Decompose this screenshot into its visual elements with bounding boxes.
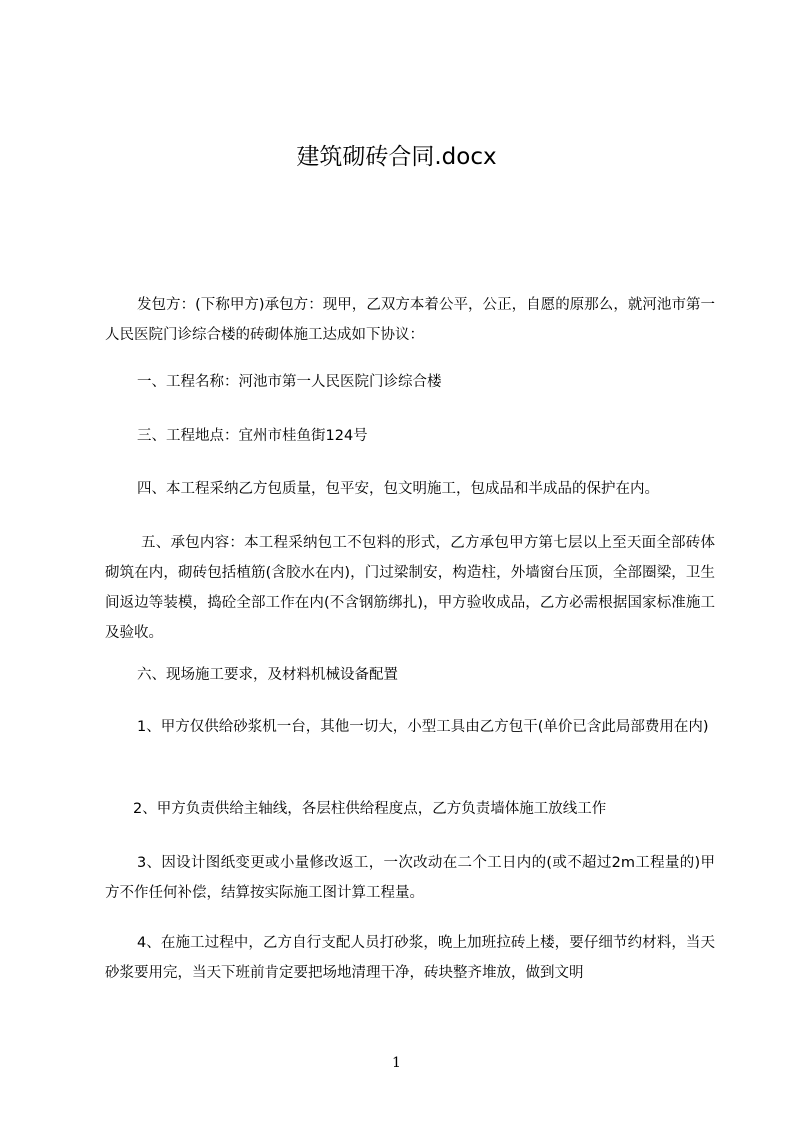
paragraph-contract-scope: 五、承包内容：本工程采纳包工不包料的形式，乙方承包甲方第七层以上至天面全部砖体砌筑在内，砌砖包括植筋(含胶水在内)，门过梁制安，构造柱，外墙窗台压顶，全部圈梁，卫生间返边等装模，捣砼全部工作在内(不含钢筋绑扎)，甲方验收成品，乙方必需根据国家标准施工及验收。 bbox=[105, 535, 715, 641]
paragraph-item-4: 4、在施工过程中，乙方自行支配人员打砂浆，晚上加班拉砖上楼，要仔细节约材料，当天砂浆要用完，当天下班前肯定要把场地清理干净，砖块整齐堆放，做到文明 bbox=[105, 935, 715, 981]
paragraph-parties: 发包方：(下称甲方)承包方：现甲，乙双方本着公平，公正，自愿的原那么，就河池市第一人民医院门诊综合楼的砖砌体施工达成如下协议： bbox=[105, 297, 715, 343]
document-title: 建筑砌砖合同.docx bbox=[296, 144, 497, 170]
paragraph-project-location: 三、工程地点：宜州市桂鱼街124号 bbox=[137, 428, 368, 444]
page-number: 1 bbox=[392, 1055, 401, 1071]
paragraph-item-3: 3、因设计图纸变更或小量修改返工，一次改动在二个工日内的(或不超过2m工程量的)甲方不作任何补偿，结算按实际施工图计算工程量。 bbox=[105, 855, 715, 901]
paragraph-item-1: 1、甲方仅供给砂浆机一台，其他一切大，小型工具由乙方包干(单价已含此局部费用在内) bbox=[137, 719, 709, 735]
paragraph-site-requirements: 六、现场施工要求，及材料机械设备配置 bbox=[137, 667, 398, 683]
paragraph-quality-safety: 四、本工程采纳乙方包质量，包平安，包文明施工，包成品和半成品的保护在内。 bbox=[137, 481, 659, 497]
paragraph-project-name: 一、工程名称：河池市第一人民医院门诊综合楼 bbox=[137, 374, 442, 390]
paragraph-item-2: 2、甲方负责供给主轴线，各层柱供给程度点，乙方负责墙体施工放线工作 bbox=[133, 801, 607, 817]
